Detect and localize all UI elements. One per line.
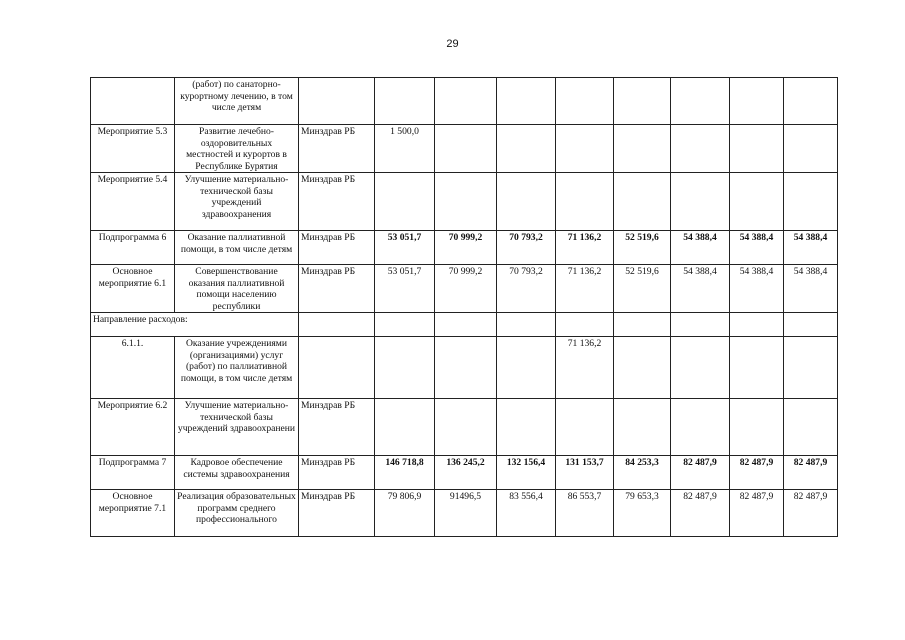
amount-cell: 71 136,2 [556,231,614,265]
amount-cell [375,173,435,231]
amount-cell: 70 793,2 [497,265,556,313]
amount-cell: 70 999,2 [435,231,497,265]
program-name-cell: Улучшение материально-технической базы учреждений здравоохранени [175,399,299,456]
amount-cell: 82 487,9 [671,490,730,537]
empty-cell [299,313,375,337]
program-code-cell: Основное мероприятие 6.1 [91,265,175,313]
table-row [91,125,838,173]
amount-cell: 83 556,4 [497,490,556,537]
amount-cell [497,125,556,173]
amount-cell: 86 553,7 [556,490,614,537]
amount-cell [784,173,838,231]
amount-cell [784,78,838,125]
amount-cell: 79 653,3 [614,490,671,537]
amount-cell [497,399,556,456]
amount-cell: 53 051,7 [375,265,435,313]
program-code-cell: Основное мероприятие 7.1 [91,490,175,537]
amount-cell: 54 388,4 [671,231,730,265]
amount-cell: 54 388,4 [730,231,784,265]
amount-cell: 54 388,4 [784,231,838,265]
amount-cell [671,125,730,173]
empty-cell [671,313,730,337]
amount-cell [671,173,730,231]
amount-cell: 71 136,2 [556,265,614,313]
amount-cell [435,173,497,231]
amount-cell: 53 051,7 [375,231,435,265]
amount-cell [435,78,497,125]
executor-cell: Минздрав РБ [299,231,375,265]
executor-cell: Минздрав РБ [299,173,375,231]
program-name-cell: Кадровое обеспечение системы здравоохранения [175,456,299,490]
amount-cell [497,173,556,231]
program-name-cell: Реализация образовательных программ среднего профессионального [175,490,299,537]
section-label: Направление расходов: [91,313,299,337]
program-name-cell: Развитие лечебно-оздоровительных местностей и курортов в Республике Бурятия [175,125,299,173]
table-row [91,78,838,125]
amount-cell [556,173,614,231]
amount-cell [614,78,671,125]
program-code-cell: Мероприятие 6.2 [91,399,175,456]
amount-cell [375,337,435,399]
executor-cell: Минздрав РБ [299,265,375,313]
amount-cell [497,78,556,125]
amount-cell [730,399,784,456]
amount-cell [614,173,671,231]
table-row [91,231,838,265]
amount-cell [435,337,497,399]
program-name-cell: (работ) по санаторно-курортному лечению, в том числе детям [175,78,299,125]
executor-cell: Минздрав РБ [299,456,375,490]
amount-cell: 71 136,2 [556,337,614,399]
amount-cell [375,399,435,456]
amount-cell [435,125,497,173]
amount-cell [671,337,730,399]
amount-cell [730,125,784,173]
amount-cell [556,399,614,456]
amount-cell: 70 793,2 [497,231,556,265]
amount-cell [375,78,435,125]
amount-cell: 82 487,9 [784,490,838,537]
table-row [91,173,838,231]
amount-cell [784,337,838,399]
amount-cell [497,337,556,399]
amount-cell: 146 718,8 [375,456,435,490]
amount-cell [671,78,730,125]
amount-cell: 52 519,6 [614,231,671,265]
amount-cell [671,399,730,456]
amount-cell: 82 487,9 [730,490,784,537]
amount-cell [784,399,838,456]
amount-cell: 84 253,3 [614,456,671,490]
amount-cell: 52 519,6 [614,265,671,313]
amount-cell [614,125,671,173]
amount-cell: 1 500,0 [375,125,435,173]
program-code-cell: Подпрограмма 6 [91,231,175,265]
amount-cell [784,125,838,173]
amount-cell [730,78,784,125]
empty-cell [435,313,497,337]
amount-cell [556,125,614,173]
amount-cell: 82 487,9 [784,456,838,490]
amount-cell [556,78,614,125]
table-row [91,490,838,537]
empty-cell [614,313,671,337]
table-row [91,265,838,313]
table-row [91,313,838,337]
page-number: 29 [446,38,459,50]
amount-cell [730,173,784,231]
empty-cell [375,313,435,337]
executor-cell: Минздрав РБ [299,399,375,456]
amount-cell: 54 388,4 [730,265,784,313]
program-name-cell: Оказание учреждениями (организациями) услуг (работ) по паллиативной помощи, в том числе детям [175,337,299,399]
executor-cell: Минздрав РБ [299,125,375,173]
amount-cell: 70 999,2 [435,265,497,313]
amount-cell: 54 388,4 [784,265,838,313]
amount-cell: 91496,5 [435,490,497,537]
executor-cell [299,337,375,399]
executor-cell [299,78,375,125]
table-row [91,456,838,490]
amount-cell [435,399,497,456]
empty-cell [556,313,614,337]
program-name-cell: Улучшение материально-технической базы учреждений здравоохранения [175,173,299,231]
amount-cell [730,337,784,399]
budget-table [90,77,838,537]
program-name-cell: Совершенствование оказания паллиативной помощи населению республики [175,265,299,313]
amount-cell [614,399,671,456]
program-code-cell: Подпрограмма 7 [91,456,175,490]
empty-cell [730,313,784,337]
table-row [91,399,838,456]
amount-cell: 82 487,9 [730,456,784,490]
amount-cell: 79 806,9 [375,490,435,537]
amount-cell [614,337,671,399]
empty-cell [784,313,838,337]
table-row [91,337,838,399]
program-name-cell: Оказание паллиативной помощи, в том числе детям [175,231,299,265]
amount-cell: 132 156,4 [497,456,556,490]
amount-cell: 131 153,7 [556,456,614,490]
executor-cell: Минздрав РБ [299,490,375,537]
amount-cell: 82 487,9 [671,456,730,490]
amount-cell: 54 388,4 [671,265,730,313]
program-code-cell: Мероприятие 5.4 [91,173,175,231]
amount-cell: 136 245,2 [435,456,497,490]
program-code-cell [91,78,175,125]
program-code-cell: Мероприятие 5.3 [91,125,175,173]
program-code-cell: 6.1.1. [91,337,175,399]
empty-cell [497,313,556,337]
